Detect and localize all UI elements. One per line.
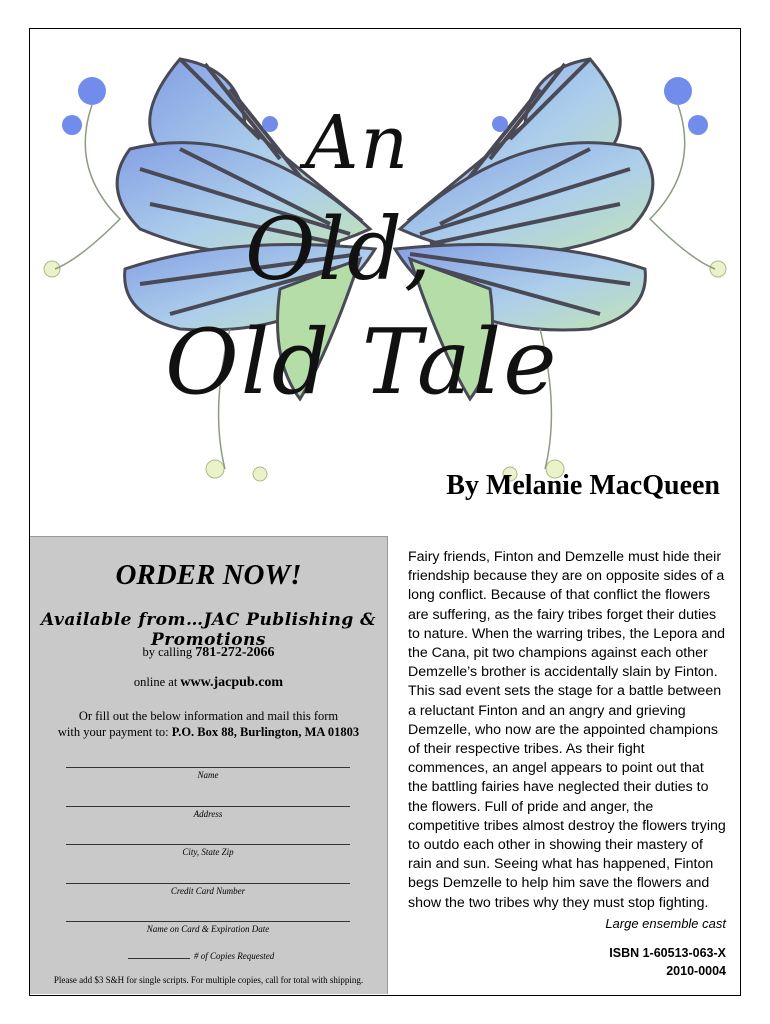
- phone-prefix: by calling: [142, 645, 196, 659]
- copies-label: # of Copies Requested: [194, 951, 275, 961]
- name-field[interactable]: [66, 767, 350, 780]
- isbn-block: [609, 944, 726, 980]
- title-line-3: Old Tale: [165, 310, 559, 415]
- order-heading: ORDER NOW!: [115, 559, 302, 591]
- shipping-note: Please add $3 S&H for single scripts. For multiple copies, call for total with shipping.: [53, 975, 364, 985]
- city-state-zip-field[interactable]: [66, 844, 350, 857]
- name-on-card-field[interactable]: [66, 921, 350, 934]
- catalog-number: 2010-0004: [666, 964, 726, 978]
- credit-card-field[interactable]: [66, 883, 350, 896]
- mail-instructions-1: Or fill out the below information and mail this form: [78, 709, 339, 723]
- mail-prefix: with your payment to:: [57, 725, 172, 739]
- field-label: Address: [193, 809, 223, 819]
- website-line: [30, 675, 387, 691]
- book-title: [30, 85, 740, 445]
- field-label: Name on Card & Expiration Date: [146, 924, 270, 934]
- field-label: Name: [197, 770, 219, 780]
- story-description: Fairy friends, Finton and Demzelle must hide their friendship because they are on opposite sides of a long conflict. Because of that conflict the flowers are suffering, as the fairy tribes forget their duties to nature. When the warring tribes, the Lepora and the Cana, pit two champions against each other Demzelle’s brother is accidentally slain by Finton. This sad event sets the stage for a battle between a reluctant Finton and an angry and grieving Demzelle, who now are the appointed champions of their respective tribes. As their fight commences, an angel appears to point out that the battling fairies have neglected their duties to the flowers. Full of pride and anger, the competitive tribes almost destroy the flowers trying to outdo each other in showing their mastery of rain and sun. Seeing what has happened, Finton begs Demzelle to help him save the flowers and show the two tribes why they must stop fighting.: [408, 549, 726, 911]
- title-line-1: An: [305, 100, 411, 186]
- title-line-2: Old,: [245, 200, 434, 300]
- author-byline: By Melanie MacQueen: [446, 470, 720, 501]
- cast-size: Large ensemble cast: [605, 916, 726, 931]
- copies-blank[interactable]: [128, 958, 190, 959]
- publisher-line: Available from…JAC Publishing & Promotions: [40, 610, 377, 650]
- copies-field[interactable]: [128, 951, 274, 961]
- field-label: City, State Zip: [182, 847, 234, 857]
- website-link[interactable]: www.jacpub.com: [180, 675, 284, 690]
- field-label: Credit Card Number: [170, 886, 246, 896]
- phone-number: 781-272-2066: [195, 645, 275, 660]
- mail-address: P.O. Box 88, Burlington, MA 01803: [171, 725, 360, 739]
- address-field[interactable]: [66, 806, 350, 819]
- isbn-number: ISBN 1-60513-063-X: [609, 946, 726, 960]
- order-form: [30, 536, 388, 994]
- mail-instructions-2: [30, 725, 387, 740]
- website-prefix: online at: [133, 675, 181, 689]
- phone-line: [30, 645, 387, 661]
